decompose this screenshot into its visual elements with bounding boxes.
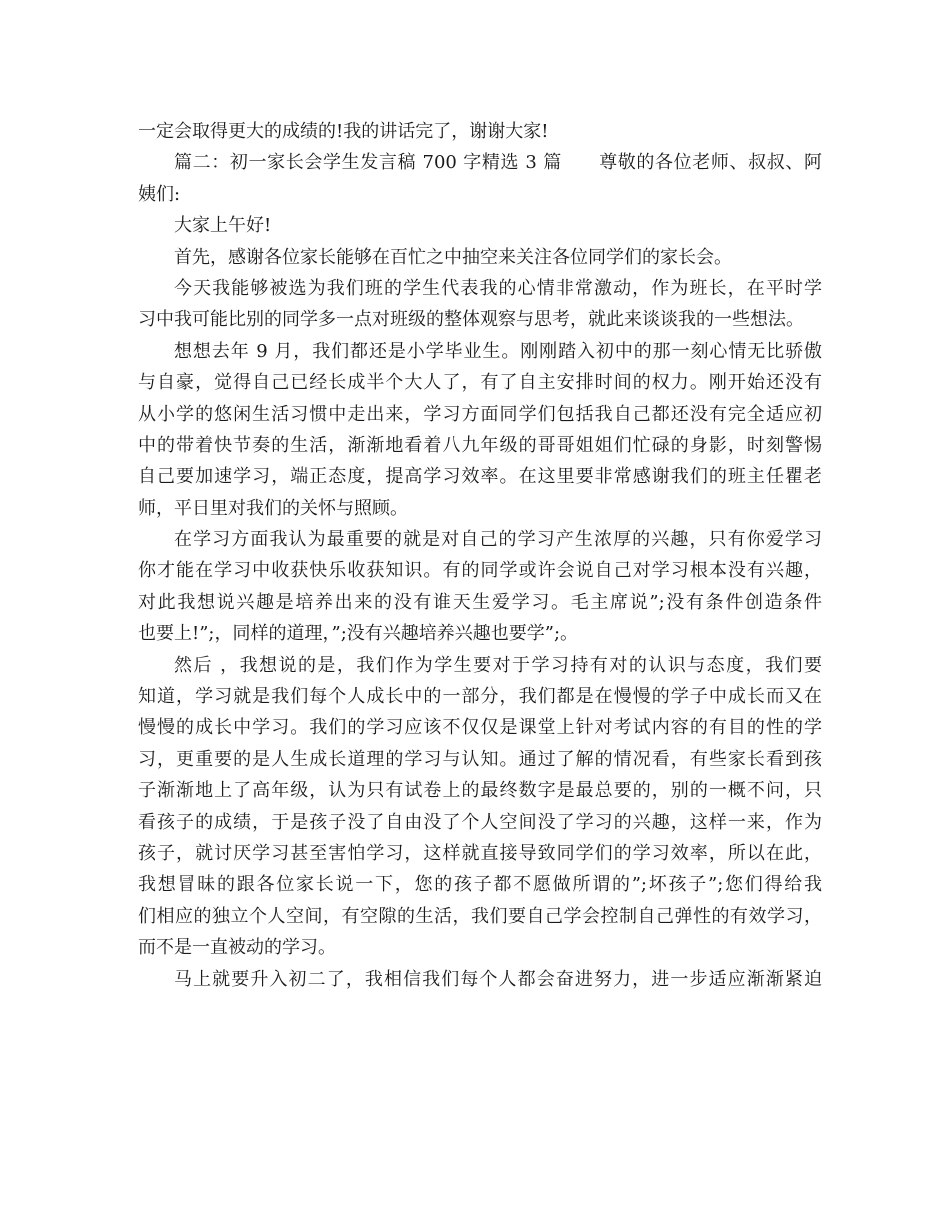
- text-line: 看孩子的成绩，于是孩子没了自由没了个人空间没了学习的兴趣，这样一来，作为: [138, 811, 822, 833]
- text-line: 从小学的悠闲生活习惯中走出来，学习方面同学们包括我自己都还没有完全适应初: [138, 403, 822, 425]
- text-line: 篇二：初一家长会学生发言稿 700 字精选 3 篇 尊敬的各位老师、叔叔、阿: [174, 152, 822, 174]
- text-line: 习中我可能比别的同学多一点对班级的整体观察与思考，就此来谈谈我的一些想法。: [138, 309, 804, 331]
- text-line: 大家上午好!: [174, 215, 272, 237]
- text-line: 慢慢的成长中学习。我们的学习应该不仅仅是课堂上针对考试内容的有目的性的学: [138, 717, 822, 739]
- text-line: 首先，感谢各位家长能够在百忙之中抽空来关注各位同学们的家长会。: [174, 246, 732, 268]
- text-line: 中的带着快节奏的生活，渐渐地看着八九年级的哥哥姐姐们忙碌的身影，时刻警惕: [138, 434, 822, 456]
- text-line: 而不是一直被动的学习。: [138, 937, 336, 959]
- text-line: 马上就要升入初二了，我相信我们每个人都会奋进努力，进一步适应渐渐紧迫: [174, 968, 822, 990]
- text-line: 也要上!”;，同样的道理，”;没有兴趣培养兴趣也要学”;。: [138, 623, 579, 645]
- text-line: 姨们:: [138, 183, 181, 205]
- text-line: 想想去年 9 月，我们都还是小学毕业生。刚刚踏入初中的那一刻心情无比骄傲: [174, 340, 822, 362]
- text-line: 我想冒昧的跟各位家长说一下，您的孩子都不愿做所谓的”;坏孩子”;您们得给我: [138, 874, 822, 896]
- text-line: 一定会取得更大的成绩的!我的讲话完了，谢谢大家!: [138, 121, 549, 142]
- text-line: 对此我想说兴趣是培养出来的没有谁天生爱学习。毛主席说”;没有条件创造条件: [138, 591, 822, 613]
- text-line: 自己要加速学习，端正态度，提高学习效率。在这里要非常感谢我们的班主任瞿老: [138, 466, 822, 488]
- text-line: 子渐渐地上了高年级，认为只有试卷上的最终数字是最总要的，别的一概不问，只: [138, 780, 822, 802]
- text-line: 然后 ，我想说的是，我们作为学生要对于学习持有对的认识与态度，我们要: [174, 654, 822, 676]
- document-body: [138, 116, 822, 995]
- text-line: 今天我能够被选为我们班的学生代表我的心情非常激动，作为班长，在平时学: [174, 277, 822, 299]
- text-line: 师，平日里对我们的关怀与照顾。: [138, 497, 408, 519]
- text-line: 习，更重要的是人生成长道理的学习与认知。通过了解的情况看，有些家长看到孩: [138, 748, 822, 770]
- text-line: 与自豪，觉得自己已经长成半个大人了，有了自主安排时间的权力。刚开始还没有: [138, 372, 822, 394]
- text-line: 知道，学习就是我们每个人成长中的一部分，我们都是在慢慢的学子中成长而又在: [138, 686, 822, 708]
- text-line: 们相应的独立个人空间，有空隙的生活，我们要自己学会控制自己弹性的有效学习，: [138, 905, 822, 927]
- text-line: 孩子，就讨厌学习甚至害怕学习，这样就直接导致同学们的学习效率，所以在此，: [138, 842, 822, 864]
- text-line: 在学习方面我认为最重要的就是对自己的学习产生浓厚的兴趣，只有你爱学习: [174, 529, 822, 551]
- text-line: 你才能在学习中收获快乐收获知识。有的同学或许会说自己对学习根本没有兴趣，: [138, 560, 822, 582]
